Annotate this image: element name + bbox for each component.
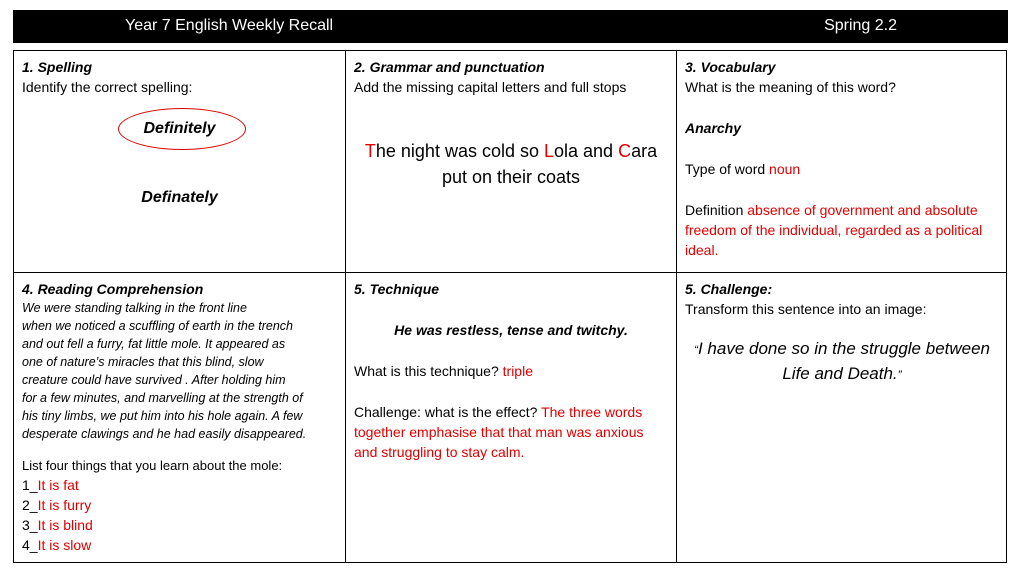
challenge-answer: The three words together emphasise that that man was anxious and struggling to stay calm. bbox=[354, 404, 644, 460]
vocabulary-cell bbox=[677, 51, 1007, 272]
sentence-text: put on their coats bbox=[441, 167, 581, 187]
answer-item bbox=[22, 535, 337, 555]
capital-letter: T bbox=[364, 141, 376, 161]
technique-heading: 5. Technique bbox=[354, 281, 440, 297]
grammar-heading: 2. Grammar and punctuation bbox=[354, 59, 545, 75]
reading-task: List four things that you learn about the mole: bbox=[22, 458, 283, 473]
spelling-option-wrong: Definately bbox=[141, 189, 218, 206]
reading-heading: 4. Reading Comprehension bbox=[22, 281, 204, 297]
grammar-sentence bbox=[346, 138, 676, 190]
sentence-text: ara bbox=[631, 141, 658, 161]
spelling-option-correct: Definitely bbox=[143, 120, 216, 137]
passage-line: and out fell a furry, fat little mole. It appeared as bbox=[22, 337, 286, 351]
answer-number: 1_ bbox=[22, 477, 38, 493]
answer-text: It is slow bbox=[37, 537, 92, 553]
word-type-label: Type of word bbox=[685, 161, 770, 177]
quote-mark: ” bbox=[897, 368, 902, 382]
passage-line: when we noticed a scuffling of earth in the trench bbox=[22, 319, 293, 333]
recall-grid bbox=[13, 50, 1007, 563]
sentence-text: ola and bbox=[554, 141, 619, 161]
answer-text: It is fat bbox=[37, 477, 79, 493]
grammar-instruction: Add the missing capital letters and full stops bbox=[354, 79, 627, 95]
capital-letter: L bbox=[544, 141, 555, 161]
technique-challenge bbox=[354, 402, 668, 462]
technique-question-label: What is this technique? bbox=[354, 363, 503, 379]
technique-answer: triple bbox=[502, 363, 533, 379]
quote-mark: “ bbox=[693, 343, 698, 357]
vocabulary-heading: 3. Vocabulary bbox=[685, 59, 776, 75]
spelling-instruction: Identify the correct spelling: bbox=[22, 79, 193, 95]
word-type bbox=[685, 159, 999, 179]
answer-number: 2_ bbox=[22, 497, 38, 513]
answer-text: It is furry bbox=[37, 497, 92, 513]
passage-line: one of nature’s miracles that this blind, slow bbox=[22, 355, 264, 369]
answer-text: It is blind bbox=[37, 517, 93, 533]
challenge-cell bbox=[677, 273, 1007, 563]
grammar-cell bbox=[346, 51, 676, 272]
header-title: Year 7 English Weekly Recall bbox=[125, 17, 334, 34]
technique-cell bbox=[346, 273, 676, 563]
definition bbox=[685, 200, 999, 260]
answer-item bbox=[22, 495, 337, 515]
passage-line: We were standing talking in the front line bbox=[22, 301, 247, 315]
spelling-heading: 1. Spelling bbox=[22, 59, 93, 75]
challenge-quote bbox=[685, 337, 999, 387]
vocabulary-question: What is the meaning of this word? bbox=[685, 79, 896, 95]
sentence-text: he night was cold so bbox=[375, 141, 544, 161]
technique-sentence: He was restless, tense and twitchy. bbox=[394, 322, 628, 338]
challenge-heading: 5. Challenge: bbox=[685, 281, 773, 297]
word-type-value: noun bbox=[769, 161, 801, 177]
answer-item bbox=[22, 515, 337, 535]
passage-line: his tiny limbs, we put him into his hole again. A few bbox=[22, 409, 303, 423]
header-term: Spring 2.2 bbox=[824, 17, 897, 34]
answer-number: 4_ bbox=[22, 537, 38, 553]
header-bar bbox=[13, 10, 1008, 43]
technique-question bbox=[354, 361, 668, 381]
vocabulary-word: Anarchy bbox=[685, 120, 742, 136]
answer-number: 3_ bbox=[22, 517, 38, 533]
passage-line: creature could have survived . After holding him bbox=[22, 373, 286, 387]
answer-item bbox=[22, 475, 337, 495]
definition-value: absence of government and absolute freedom of the individual, regarded as a political ideal. bbox=[685, 202, 983, 258]
definition-label: Definition bbox=[685, 202, 748, 218]
passage-line: desperate clawings and he had easily disappeared. bbox=[22, 427, 307, 441]
reading-cell bbox=[14, 273, 345, 563]
challenge-instruction: Transform this sentence into an image: bbox=[685, 301, 927, 317]
spelling-cell bbox=[14, 51, 345, 272]
challenge-label: Challenge: what is the effect? bbox=[354, 404, 542, 420]
passage-line: for a few minutes, and marvelling at the strength of bbox=[22, 391, 303, 405]
quote-text: I have done so in the struggle between Life and Death. bbox=[697, 339, 991, 383]
reading-passage bbox=[22, 299, 337, 443]
capital-letter: C bbox=[618, 141, 632, 161]
